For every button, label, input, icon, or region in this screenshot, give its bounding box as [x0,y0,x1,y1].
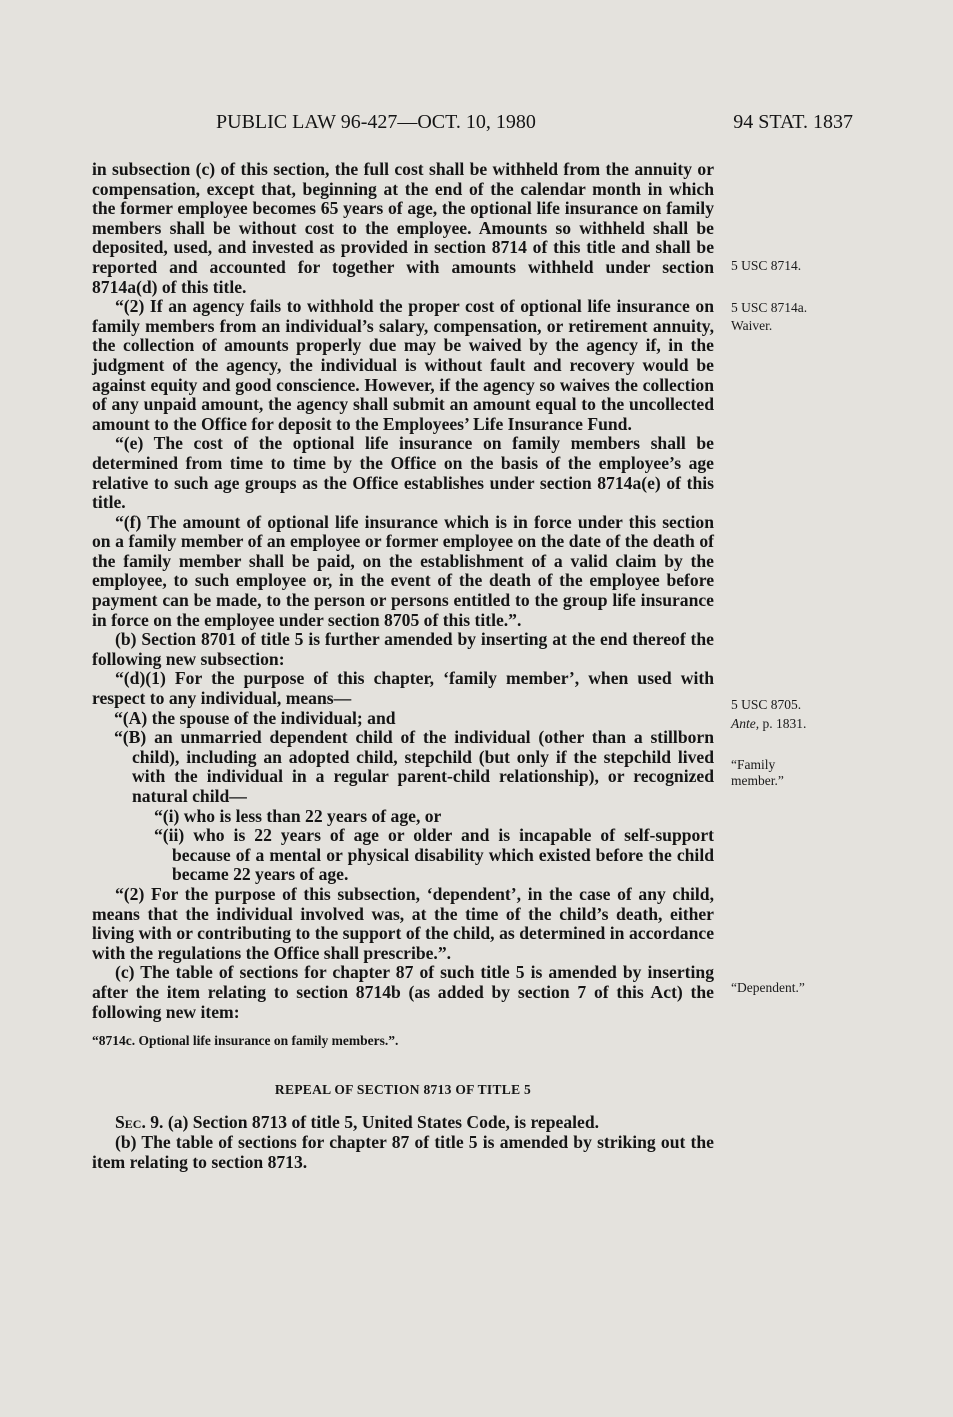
section-label: Sec. 9. [115,1112,164,1133]
margin-note-waiver: Waiver. [731,318,773,333]
page-header [92,111,853,141]
main-text [92,160,714,1172]
section-text: (a) Section 8713 of title 5, United States Code, is repealed. [163,1112,600,1133]
margin-note-ante-page: p. 1831. [759,716,807,731]
margin-note-8714: 5 USC 8714. [731,258,802,273]
paragraph-sec9-a [92,1113,714,1133]
clause-b-child: “(B) an unmarried dependent child of the individual (other than a stillborn child), including an adopted child, stepchild (but only if the stepchild lived with the individual in a regular parent-child relationship), or recognized natural child— [114,727,714,806]
paragraph-b-amendment: (b) Section 8701 of title 5 is further amended by inserting at the end thereof the following new subsection: [92,629,714,669]
paragraph-2-dependent: “(2) For the purpose of this subsection, ‘dependent’, in the case of any child, means that the individual involved was, at the time of the child’s death, either living with or contributing to the support of the child, as determined in accordance with the regulations the Office shall prescribe.”. [92,883,714,963]
paragraph-sec9-b: (b) The table of sections for chapter 87 of title 5 is amended by striking out the item relating to section 8713. [92,1131,714,1172]
section-heading: REPEAL OF SECTION 8713 OF TITLE 5 [274,1081,532,1097]
margin-note-8705: 5 USC 8705. [731,697,802,712]
margin-note-dependent: “Dependent.” [731,980,805,995]
paragraph-withholding: in subsection (c) of this section, the full cost shall be withheld from the annuity or compensation, except that, beginning at the end of the calendar month in which the former employee becomes 65 years of age, the optional life insurance on family members shall be without cost to the employee. Amounts so withheld shall be deposited, used, and invested as provided in section 8714 of this title and shall be reported and accounted for together with amounts withheld under section 8714a(d) of this title. [92,159,714,297]
paragraph-c-table: (c) The table of sections for chapter 87 of such title 5 is amended by inserting after the item relating to section 8714b (as added by section 7 of this Act) the following new item: [92,962,714,1022]
subclause-i: “(i) who is less than 22 years of age, or [154,805,442,826]
subclause-ii: “(ii) who is 22 years of age or older and is incapable of self-support because of a mental or physical disability which existed before the child became 22 years of age. [154,825,714,885]
margin-note-family-member: “Family member.” [731,757,784,788]
margin-note-ante [731,716,806,732]
paragraph-e-cost: “(e) The cost of the optional life insurance on family members shall be determined from time to time by the Office on the basis of the employee’s age relative to such age groups as the Office establishes under section 8714a(e) of this title. [92,433,714,513]
margin-note-ante-italic: Ante, [731,716,760,731]
new-table-item: “8714c. Optional life insurance on family members.”. [92,1033,399,1049]
running-title: PUBLIC LAW 96-427—OCT. 10, 1980 [216,111,536,133]
paragraph-waiver: “(2) If an agency fails to withhold the proper cost of optional life insurance on family members from an individual’s salary, compensation, or retirement annuity, the collection of amounts properly due may be waived by the agency if, in the judgment of the agency, the individual is without fault and recovery would be against equity and good conscience. However, if the agency so waives the collection of any unpaid amount, the agency shall submit an amount equal to the uncollected amount to the Office for deposit to the Employees’ Life Insurance Fund. [92,296,714,434]
statute-page-number: 94 STAT. 1837 [733,111,853,133]
margin-note-8714a: 5 USC 8714a. [731,300,808,315]
paragraph-f-amount: “(f) The amount of optional life insurance which is in force under this section on a family member of an employee or former employee on the date of the death of the family member shall be paid, on the establishment of a valid claim by the employee, to such employee or, in the event of the death of the employee before payment can be made, to the person or persons entitled to the group life insurance in force on the employee under section 8705 of this title.”. [92,511,714,630]
paragraph-d1-family-member: “(d)(1) For the purpose of this chapter, ‘family member’, when used with respect to any individual, means— [92,668,714,709]
clause-a-spouse: “(A) the spouse of the individual; and [114,707,396,728]
